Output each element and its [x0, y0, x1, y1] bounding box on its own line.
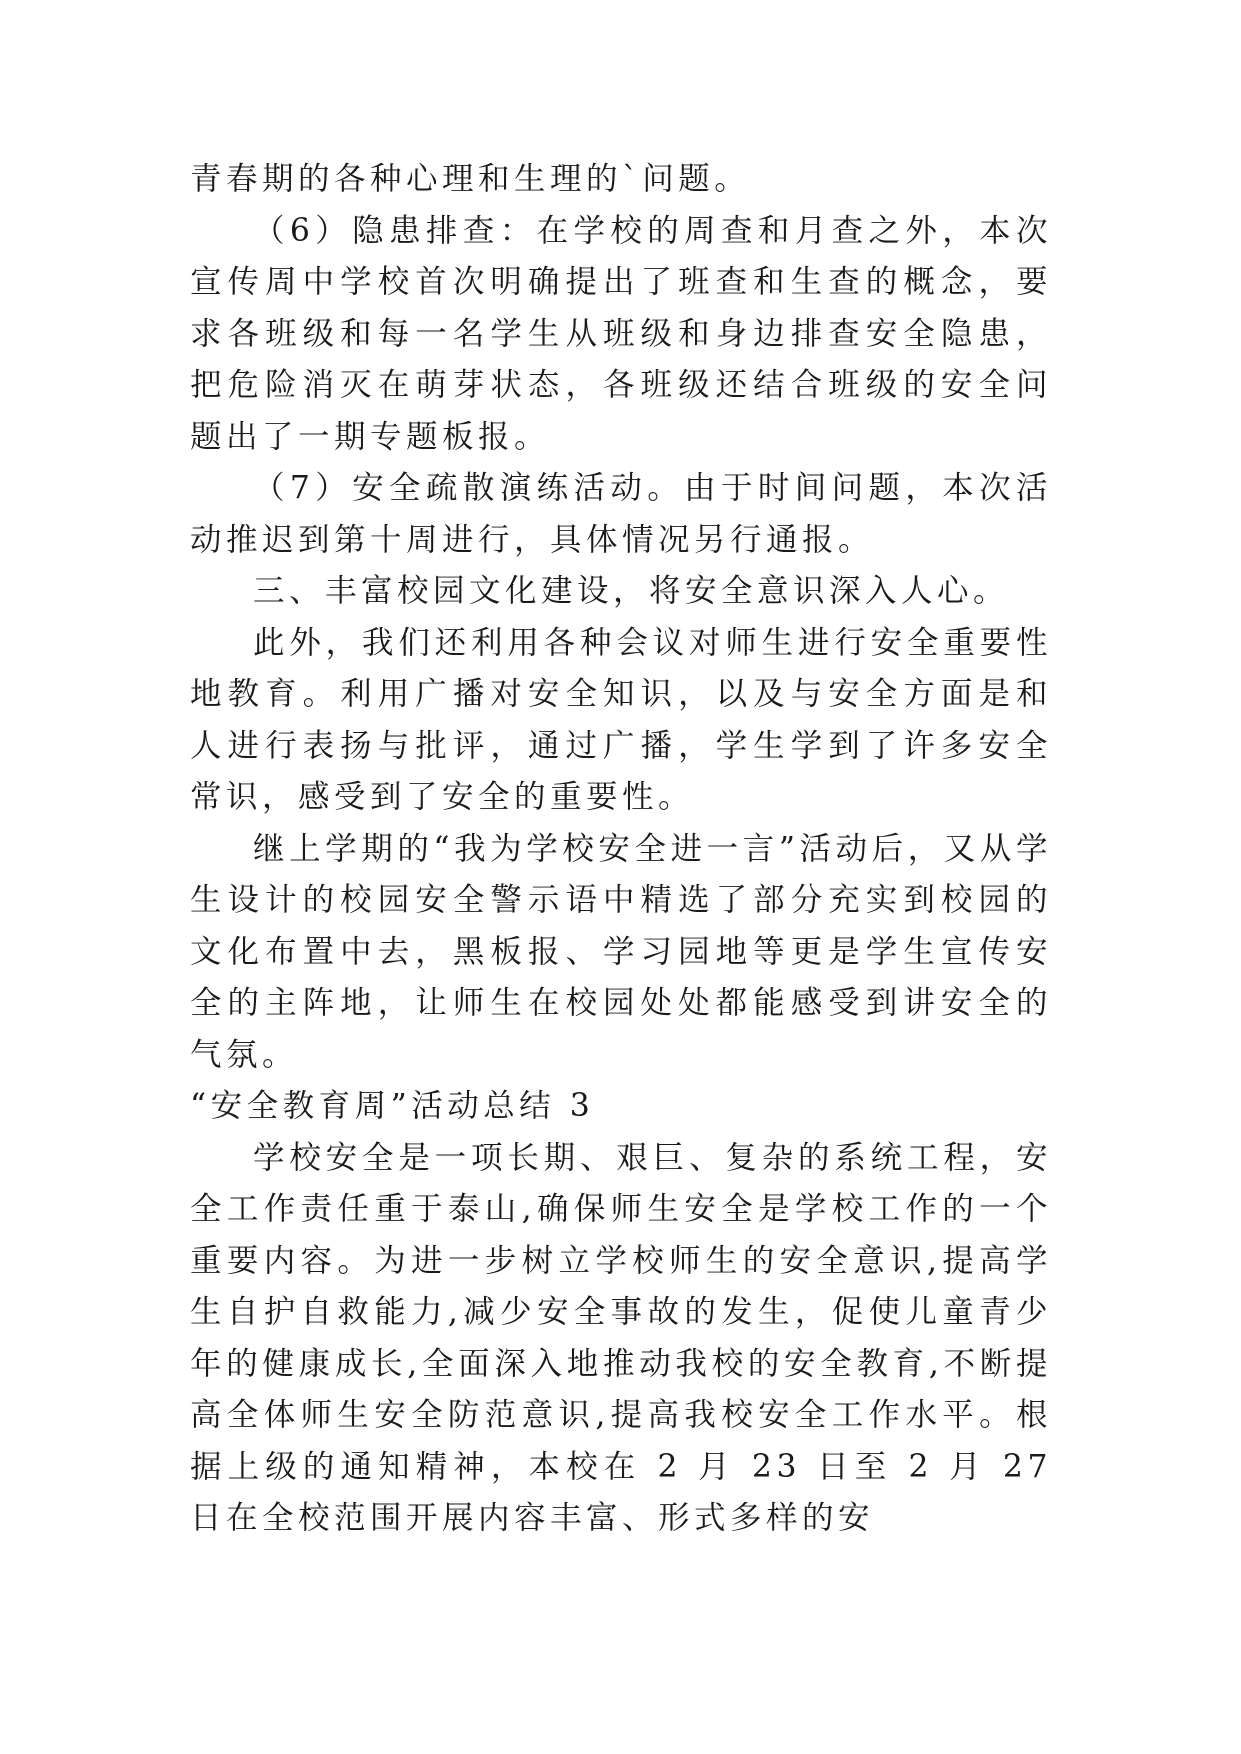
paragraph-safety-slogans: 继上学期的“我为学校安全进一言”活动后，又从学生设计的校园安全警示语中精选了部分充实到校园的文化布置中去，黑板报、学习园地等更是学生宣传安全的主阵地，让师生在校园处处都能感受到讲安全的气氛。 — [190, 830, 1052, 1073]
paragraph-school-safety-intro: 学校安全是一项长期、艰巨、复杂的系统工程，安全工作责任重于泰山,确保师生安全是学校工作的一个重要内容。为进一步树立学校师生的安全意识,提高学生自护自救能力,减少安全事故的发生，促使儿童青少年的健康成长,全面深入地推动我校的安全教育,不断提高全体师生安全防范意识,提高我校安全工作水平。根据上级的通知精神，本校在 2 月 23 日至 2 月 27 日在全校范围开展内容丰富、形式多样的安 — [190, 1139, 1052, 1536]
document-page — [190, 154, 1052, 1545]
paragraph-meetings-broadcast: 此外，我们还利用各种会议对师生进行安全重要性地教育。利用广播对安全知识，以及与安全方面是和人进行表扬与批评，通过广播，学生学到了许多安全常识，感受到了安全的重要性。 — [190, 624, 1052, 815]
section-heading-campus-culture: 三、丰富校园文化建设，将安全意识深入人心。 — [253, 573, 1010, 609]
paragraph-hazard-check: （6）隐患排查：在学校的周查和月查之外，本次宣传周中学校首次明确提出了班查和生查的概念，要求各班级和每一名学生从班级和身边排查安全隐患，把危险消灭在萌芽状态，各班级还结合班级的安全问题出了一期专题板报。 — [190, 212, 1052, 455]
paragraph-continuation: 青春期的各种心理和生理的`问题。 — [190, 161, 751, 197]
summary-title: “安全教育周”活动总结 3 — [190, 1088, 595, 1124]
paragraph-evacuation-drill: （7）安全疏散演练活动。由于时间问题，本次活动推迟到第十周进行，具体情况另行通报。 — [190, 470, 1052, 558]
